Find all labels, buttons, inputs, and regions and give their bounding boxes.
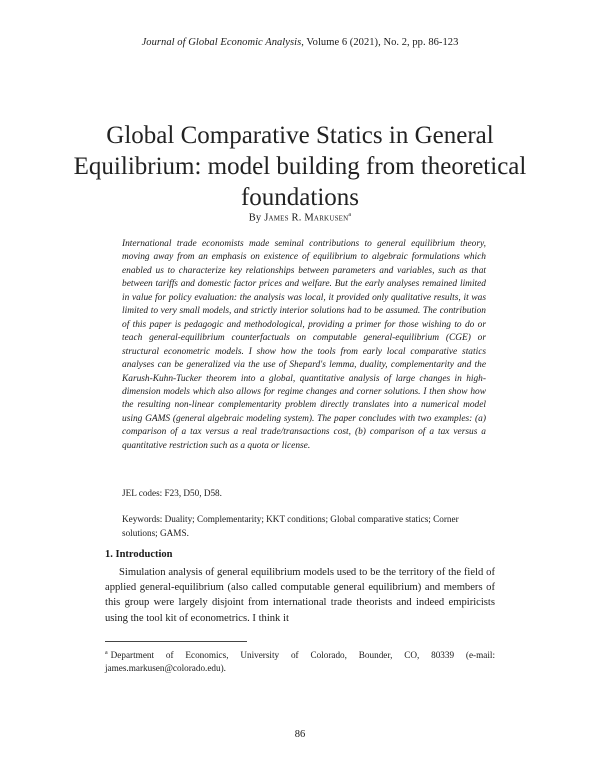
- byline-prefix: By: [248, 212, 262, 224]
- body-paragraph: Simulation analysis of general equilibrium models used to be the territory of the field of applied general-equilibrium (also called computable general equilibrium) and members of this group were largely disjoint from international trade theorists and indeed empiricists using the tool kit of econometrics. I think it: [105, 567, 495, 624]
- jel-codes: JEL codes: F23, D50, D58.: [122, 488, 222, 498]
- footnote-divider: [105, 641, 247, 642]
- journal-name: Journal of Global Economic Analysis: [141, 37, 302, 48]
- author-name: James R. Markusen: [264, 212, 349, 224]
- footnote-text: Department of Economics, University of Colorado, Bounder, CO, 80339 (e-mail: james.markusen@colorado.edu).: [105, 650, 495, 674]
- page-number: 86: [294, 729, 306, 740]
- author-footnote-mark[interactable]: a: [348, 212, 352, 218]
- keywords: Keywords: Duality; Complementarity; KKT conditions; Global comparative statics; Corner solutions; GAMS.: [122, 514, 459, 538]
- paper-title: Global Comparative Statics in General Equilibrium: model building from theoretical foundations: [73, 121, 527, 211]
- journal-citation: , Volume 6 (2021), No. 2, pp. 86-123: [301, 37, 459, 48]
- running-head: [0, 37, 600, 48]
- section-heading: 1. Introduction: [105, 549, 173, 560]
- footnote-mark: a: [105, 650, 108, 656]
- byline: [0, 212, 600, 224]
- abstract: International trade economists made seminal contributions to general equilibrium theory, moving away from an emphasis on existence of equilibrium to algebraic formulations which enabled us to characterize key relationships between parameters and variables, such as that between tariffs and domestic factor prices and welfare. But the early analyses remained limited in value for policy evaluation: the analysis was local, it provided only qualitative results, it was limited to very small models, and strictly interior solutions had to be assumed. The contribution of this paper is pedagogic and methodological, providing a primer for those wishing to do or teach general-equilibrium counterfactuals on computable general-equilibrium (CGE) or structural econometric models. I show how the tools from early local comparative statics analyses can be generalized via the use of Shepard's lemma, duality, complementarity and the Karush-Kuhn-Tucker theorem into a global, quantitative analysis of large changes in high-dimension models which also allows for regime changes and corner solutions. I then show how the resulting non-linear complementarity problem directly translates into a numerical model using GAMS (general algebraic modeling system). The paper concludes with two examples: (a) comparison of a tax versus a real trade/transactions cost, (b) comparison of a tax versus a quantitative restriction such as a quota or license.: [122, 239, 486, 451]
- footnote: [105, 647, 495, 676]
